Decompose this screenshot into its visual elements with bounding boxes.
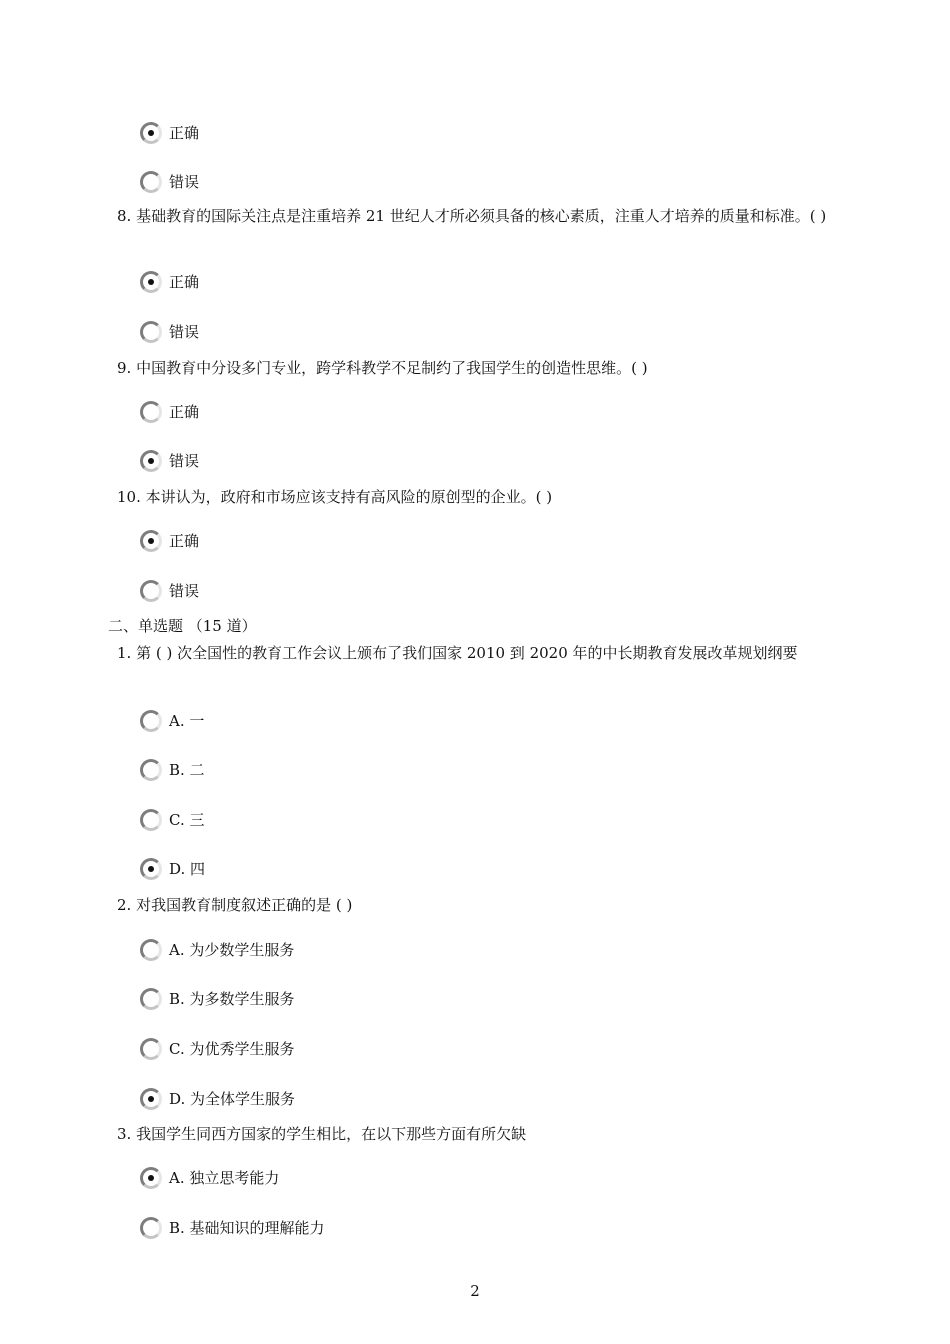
- section-title: 二、单选题 （15 道）: [108, 617, 257, 635]
- radio-unchecked-icon[interactable]: [140, 809, 162, 831]
- mc-q2-option-d[interactable]: [140, 1086, 295, 1112]
- mc-q3-option-a[interactable]: [140, 1165, 279, 1191]
- tf-q10-option-wrong[interactable]: [140, 578, 199, 604]
- option-label: 错误: [169, 323, 200, 341]
- option-label: 正确: [169, 532, 200, 550]
- tf-q7-option-wrong[interactable]: [140, 169, 199, 195]
- mc-q1-option-a[interactable]: [140, 708, 204, 734]
- question-text: 10. 本讲认为，政府和市场应该支持有高风险的原创型的企业。( ): [117, 488, 553, 506]
- question-text: 1. 第 ( ) 次全国性的教育工作会议上颁布了我们国家 2010 到 2020 年的中长期教育发展改革规划纲要: [117, 644, 798, 662]
- option-label: 正确: [169, 273, 200, 291]
- radio-checked-icon[interactable]: [140, 1167, 162, 1189]
- option-label: B. 为多数学生服务: [169, 990, 295, 1008]
- tf-q7-option-correct[interactable]: [140, 120, 199, 146]
- option-label: B. 二: [169, 761, 205, 779]
- radio-checked-icon[interactable]: [140, 450, 162, 472]
- radio-unchecked-icon[interactable]: [140, 401, 162, 423]
- radio-checked-icon[interactable]: [140, 858, 162, 880]
- option-label: D. 四: [169, 860, 206, 878]
- radio-unchecked-icon[interactable]: [140, 759, 162, 781]
- radio-unchecked-icon[interactable]: [140, 710, 162, 732]
- option-label: 错误: [169, 582, 200, 600]
- tf-q9-option-correct[interactable]: [140, 399, 199, 425]
- radio-unchecked-icon[interactable]: [140, 988, 162, 1010]
- tf-q9-option-wrong[interactable]: [140, 448, 199, 474]
- tf-q10-option-correct[interactable]: [140, 528, 199, 554]
- mc-q3-option-b[interactable]: [140, 1215, 325, 1241]
- option-label: D. 为全体学生服务: [169, 1090, 296, 1108]
- mc-q2-option-b[interactable]: [140, 986, 295, 1012]
- option-label: B. 基础知识的理解能力: [169, 1219, 325, 1237]
- question-text: 8. 基础教育的国际关注点是注重培养 21 世纪人才所必须具备的核心素质，注重人才培养的质量和标准。( ): [117, 207, 827, 225]
- radio-checked-icon[interactable]: [140, 122, 162, 144]
- radio-unchecked-icon[interactable]: [140, 1217, 162, 1239]
- radio-checked-icon[interactable]: [140, 271, 162, 293]
- mc-q1-option-c[interactable]: [140, 807, 204, 833]
- mc-q1-option-b[interactable]: [140, 757, 205, 783]
- mc-q2-option-a[interactable]: [140, 937, 294, 963]
- option-label: A. 一: [169, 712, 205, 730]
- option-label: 正确: [169, 403, 200, 421]
- radio-unchecked-icon[interactable]: [140, 321, 162, 343]
- radio-unchecked-icon[interactable]: [140, 939, 162, 961]
- radio-checked-icon[interactable]: [140, 1088, 162, 1110]
- radio-checked-icon[interactable]: [140, 530, 162, 552]
- option-label: 错误: [169, 173, 200, 191]
- page-number: 2: [470, 1282, 480, 1300]
- radio-unchecked-icon[interactable]: [140, 580, 162, 602]
- question-text: 3. 我国学生同西方国家的学生相比，在以下那些方面有所欠缺: [117, 1125, 527, 1143]
- question-text: 2. 对我国教育制度叙述正确的是 ( ): [117, 896, 353, 914]
- option-label: A. 为少数学生服务: [169, 941, 295, 959]
- tf-q8-option-wrong[interactable]: [140, 319, 199, 345]
- radio-unchecked-icon[interactable]: [140, 1038, 162, 1060]
- option-label: A. 独立思考能力: [169, 1169, 280, 1187]
- option-label: 错误: [169, 452, 200, 470]
- option-label: C. 为优秀学生服务: [169, 1040, 295, 1058]
- tf-q8-option-correct[interactable]: [140, 269, 199, 295]
- mc-q1-option-d[interactable]: [140, 856, 205, 882]
- question-text: 9. 中国教育中分设多门专业，跨学科教学不足制约了我国学生的创造性思维。( ): [117, 359, 648, 377]
- option-label: C. 三: [169, 811, 205, 829]
- mc-q2-option-c[interactable]: [140, 1036, 294, 1062]
- radio-unchecked-icon[interactable]: [140, 171, 162, 193]
- option-label: 正确: [169, 124, 200, 142]
